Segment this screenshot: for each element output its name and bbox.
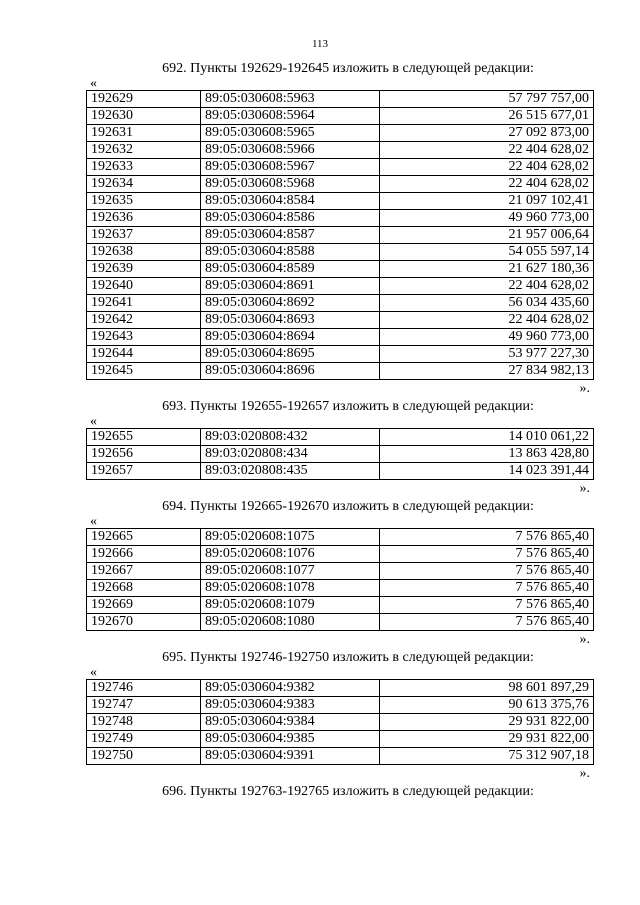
cadastral-number-cell: 89:05:030604:8587 (201, 227, 380, 244)
value-cell: 14 023 391,44 (380, 463, 594, 480)
cadastral-number-cell: 89:05:030608:5966 (201, 142, 380, 159)
open-quote: « (90, 76, 97, 91)
table-row (87, 363, 594, 380)
cadastral-number-cell: 89:03:020808:435 (201, 463, 380, 480)
item-number-cell: 192750 (87, 748, 201, 765)
item-number-cell: 192637 (87, 227, 201, 244)
value-cell: 53 977 227,30 (380, 346, 594, 363)
item-number-cell: 192640 (87, 278, 201, 295)
open-quote: « (90, 665, 97, 680)
cadastral-number-cell: 89:05:020608:1075 (201, 529, 380, 546)
table-row (87, 108, 594, 125)
table-row (87, 597, 594, 614)
table-row (87, 261, 594, 278)
item-number-cell: 192638 (87, 244, 201, 261)
table-row (87, 546, 594, 563)
cadastral-number-cell: 89:05:030608:5968 (201, 176, 380, 193)
item-number-cell: 192655 (87, 429, 201, 446)
cadastral-number-cell: 89:05:030604:8589 (201, 261, 380, 278)
table-row (87, 125, 594, 142)
value-cell: 49 960 773,00 (380, 210, 594, 227)
cadastral-number-cell: 89:05:030604:8584 (201, 193, 380, 210)
cadastral-number-cell: 89:05:030604:9385 (201, 731, 380, 748)
close-quote: ». (579, 381, 590, 396)
cadastral-table (86, 428, 594, 480)
item-number-cell: 192632 (87, 142, 201, 159)
value-cell: 90 613 375,76 (380, 697, 594, 714)
item-number-cell: 192644 (87, 346, 201, 363)
value-cell: 29 931 822,00 (380, 714, 594, 731)
value-cell: 21 097 102,41 (380, 193, 594, 210)
cadastral-number-cell: 89:05:020608:1080 (201, 614, 380, 631)
table-row (87, 580, 594, 597)
table-row (87, 731, 594, 748)
cadastral-number-cell: 89:05:020608:1079 (201, 597, 380, 614)
close-quote: ». (579, 481, 590, 496)
table-row (87, 429, 594, 446)
value-cell: 7 576 865,40 (380, 529, 594, 546)
item-number-cell: 192633 (87, 159, 201, 176)
cadastral-number-cell: 89:05:030608:5964 (201, 108, 380, 125)
amendment-section (86, 398, 594, 498)
value-cell: 26 515 677,01 (380, 108, 594, 125)
item-number-cell: 192669 (87, 597, 201, 614)
cadastral-number-cell: 89:05:030604:9384 (201, 714, 380, 731)
cadastral-number-cell: 89:05:030604:8692 (201, 295, 380, 312)
value-cell: 49 960 773,00 (380, 329, 594, 346)
cadastral-number-cell: 89:05:030604:8694 (201, 329, 380, 346)
value-cell: 7 576 865,40 (380, 546, 594, 563)
value-cell: 57 797 757,00 (380, 91, 594, 108)
item-number-cell: 192656 (87, 446, 201, 463)
table-row (87, 210, 594, 227)
value-cell: 22 404 628,02 (380, 312, 594, 329)
table-row (87, 159, 594, 176)
value-cell: 21 957 006,64 (380, 227, 594, 244)
table-row (87, 295, 594, 312)
value-cell: 54 055 597,14 (380, 244, 594, 261)
item-number-cell: 192641 (87, 295, 201, 312)
cadastral-number-cell: 89:03:020808:434 (201, 446, 380, 463)
value-cell: 14 010 061,22 (380, 429, 594, 446)
table-row (87, 563, 594, 580)
value-cell: 21 627 180,36 (380, 261, 594, 278)
cadastral-number-cell: 89:05:030608:5963 (201, 91, 380, 108)
page-number: 113 (311, 38, 329, 50)
value-cell: 7 576 865,40 (380, 563, 594, 580)
value-cell: 22 404 628,02 (380, 176, 594, 193)
cadastral-number-cell: 89:05:030604:9383 (201, 697, 380, 714)
table-row (87, 697, 594, 714)
item-number-cell: 192657 (87, 463, 201, 480)
cadastral-table (86, 90, 594, 380)
table-row (87, 529, 594, 546)
value-cell: 75 312 907,18 (380, 748, 594, 765)
table-row (87, 346, 594, 363)
cadastral-number-cell: 89:05:030608:5967 (201, 159, 380, 176)
value-cell: 7 576 865,40 (380, 597, 594, 614)
value-cell: 27 092 873,00 (380, 125, 594, 142)
item-number-cell: 192749 (87, 731, 201, 748)
value-cell: 22 404 628,02 (380, 142, 594, 159)
table-row (87, 329, 594, 346)
cadastral-table (86, 679, 594, 765)
cadastral-number-cell: 89:05:030604:8693 (201, 312, 380, 329)
cadastral-table (86, 528, 594, 631)
section-heading: 694. Пункты 192665-192670 изложить в следующей редакции: (162, 499, 534, 514)
value-cell: 13 863 428,80 (380, 446, 594, 463)
amendment-section (86, 60, 594, 398)
open-quote: « (90, 514, 97, 529)
close-quote: ». (579, 632, 590, 647)
item-number-cell: 192634 (87, 176, 201, 193)
open-quote: « (90, 414, 97, 429)
table-row (87, 244, 594, 261)
cadastral-number-cell: 89:05:030604:8586 (201, 210, 380, 227)
table-row (87, 714, 594, 731)
cadastral-number-cell: 89:05:030604:8695 (201, 346, 380, 363)
value-cell: 29 931 822,00 (380, 731, 594, 748)
item-number-cell: 192639 (87, 261, 201, 278)
item-number-cell: 192746 (87, 680, 201, 697)
item-number-cell: 192642 (87, 312, 201, 329)
table-row (87, 312, 594, 329)
table-row (87, 680, 594, 697)
value-cell: 7 576 865,40 (380, 614, 594, 631)
value-cell: 98 601 897,29 (380, 680, 594, 697)
item-number-cell: 192670 (87, 614, 201, 631)
table-row (87, 446, 594, 463)
table-row (87, 142, 594, 159)
close-quote: ». (579, 766, 590, 781)
amendment-section (86, 649, 594, 783)
value-cell: 7 576 865,40 (380, 580, 594, 597)
section-heading: 692. Пункты 192629-192645 изложить в следующей редакции: (162, 61, 534, 76)
cadastral-number-cell: 89:03:020808:432 (201, 429, 380, 446)
item-number-cell: 192747 (87, 697, 201, 714)
table-row (87, 614, 594, 631)
table-row (87, 748, 594, 765)
cadastral-number-cell: 89:05:020608:1078 (201, 580, 380, 597)
table-row (87, 91, 594, 108)
section-heading: 693. Пункты 192655-192657 изложить в следующей редакции: (162, 399, 534, 414)
section-heading: 696. Пункты 192763-192765 изложить в следующей редакции: (162, 784, 534, 799)
table-row (87, 176, 594, 193)
item-number-cell: 192668 (87, 580, 201, 597)
document-body (86, 60, 594, 801)
item-number-cell: 192643 (87, 329, 201, 346)
amendment-section (86, 498, 594, 649)
cadastral-number-cell: 89:05:020608:1076 (201, 546, 380, 563)
value-cell: 27 834 982,13 (380, 363, 594, 380)
table-row (87, 463, 594, 480)
item-number-cell: 192636 (87, 210, 201, 227)
cadastral-number-cell: 89:05:030604:8588 (201, 244, 380, 261)
cadastral-number-cell: 89:05:030608:5965 (201, 125, 380, 142)
item-number-cell: 192666 (87, 546, 201, 563)
value-cell: 22 404 628,02 (380, 278, 594, 295)
table-row (87, 227, 594, 244)
item-number-cell: 192631 (87, 125, 201, 142)
cadastral-number-cell: 89:05:030604:8696 (201, 363, 380, 380)
cadastral-number-cell: 89:05:030604:9391 (201, 748, 380, 765)
item-number-cell: 192667 (87, 563, 201, 580)
item-number-cell: 192748 (87, 714, 201, 731)
section-heading: 695. Пункты 192746-192750 изложить в следующей редакции: (162, 650, 534, 665)
cadastral-number-cell: 89:05:030604:8691 (201, 278, 380, 295)
cadastral-number-cell: 89:05:030604:9382 (201, 680, 380, 697)
item-number-cell: 192665 (87, 529, 201, 546)
table-row (87, 278, 594, 295)
cadastral-number-cell: 89:05:020608:1077 (201, 563, 380, 580)
table-row (87, 193, 594, 210)
item-number-cell: 192645 (87, 363, 201, 380)
item-number-cell: 192629 (87, 91, 201, 108)
item-number-cell: 192630 (87, 108, 201, 125)
item-number-cell: 192635 (87, 193, 201, 210)
value-cell: 22 404 628,02 (380, 159, 594, 176)
value-cell: 56 034 435,60 (380, 295, 594, 312)
